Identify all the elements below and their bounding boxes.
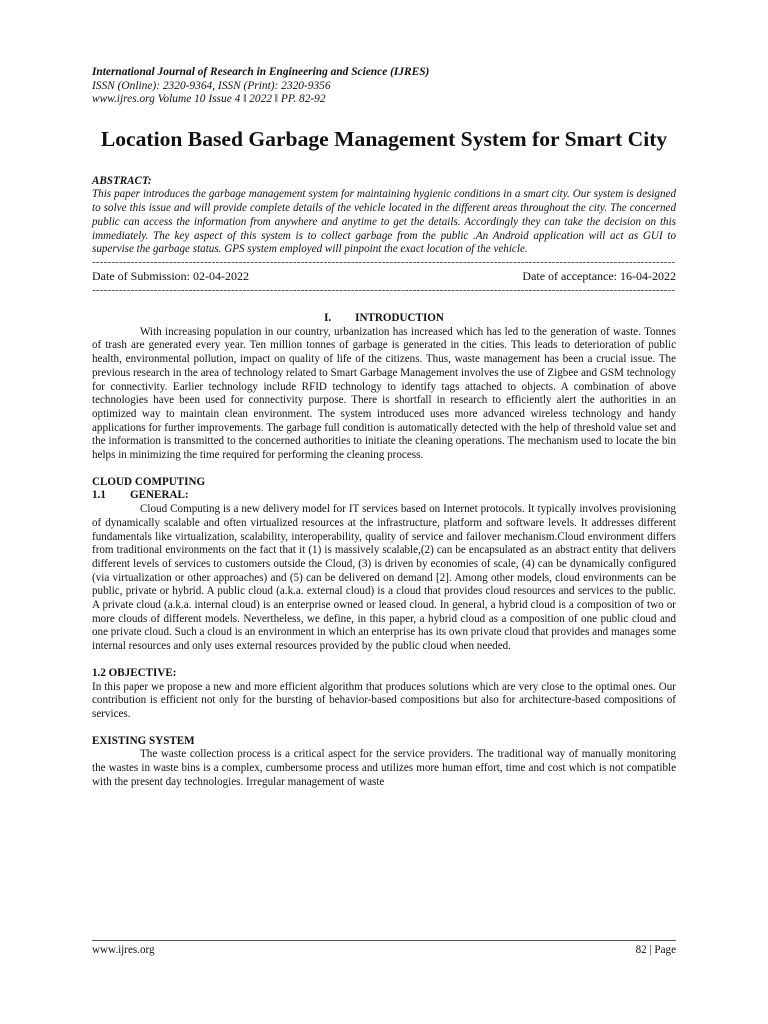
footer-site: www.ijres.org [92,944,155,956]
dates-row [92,269,676,283]
objective-paragraph: In this paper we propose a new and more efficient algorithm that produces solutions which are very close to the optimal ones. Our contribution is efficient not only for the bursting of behavior-based compositions but also for architecture-based compositions of services. [92,680,676,720]
footer-rule [92,940,676,941]
general-heading [92,489,676,503]
existing-system-paragraph: The waste collection process is a critical aspect for the service providers. The traditional way of manually monitoring the wastes in waste bins is a complex, cumbersome process and utilizes more human effort, time and cost which is not compatible with the present day technologies. Irregular management of waste [92,748,676,788]
abstract-heading: ABSTRACT: [92,174,152,187]
separator-top: ------------------------------------------------------------------------------------------------------------------------------------------------------- [92,257,676,267]
separator-bottom: ------------------------------------------------------------------------------------------------------------------------------------------------------- [92,285,676,295]
intro-heading [92,312,676,326]
page-footer [92,940,676,957]
page-content [92,66,676,790]
journal-issn: ISSN (Online): 2320-9364, ISSN (Print): 2320-9356 [92,79,331,92]
intro-paragraph: With increasing population in our country, urbanization has increased which has led to the generation of waste. Tonnes of trash are generated every year. Ten million tonnes of garbage is generated in the cities. This leads to deterioration of public health, environmental pollution, impact on quality of life of the citizens. Thus, waste management has been a crucial issue. The previous research in the area of technology related to Smart Garbage Management involves the use of Zigbee and GSM technology for connectivity. Earlier technology include RFID technology to identify tags attached to objects. A combination of above technologies have been used for connectivity purpose. There is shortfall in research to efficiently alert the authorities in an optimized way to maintain clean environment. The system introduced uses more advanced wireless technology and handy applications for further improvements. The garbage full condition is automatically detected with the help of threshold value set and the information is transmitted to the concerned authorities to initiate the cleaning operations. The mechanism used to locate the bin helps in minimizing the time required for performing the cleaning process. [92,325,676,462]
date-of-submission: Date of Submission: 02-04-2022 [92,269,249,283]
existing-system-heading: EXISTING SYSTEM [92,734,195,747]
general-number: 1.1 [92,489,106,502]
general-title: GENERAL: [130,489,189,502]
abstract-text: This paper introduces the garbage management system for maintaining hygienic conditions in a smart city. Our system is designed to solve this issue and will provide complete details of the vehicle located in the different areas throughout the city. The concerned public can access the information from anywhere and anytime to get the details. Accordingly they can take the decision on this immediately. The key aspect of this system is to collect garbage from the public .An Android application will act as GUI to supervise the garbage status. GPS system employed will pinpoint the exact location of the vehicle. [92,188,676,256]
date-of-acceptance: Date of acceptance: 16-04-2022 [522,269,676,283]
paper-title: Location Based Garbage Management System for Smart City [100,126,668,151]
objective-heading: 1.2 OBJECTIVE: [92,666,177,679]
intro-section-number: I. [324,312,332,324]
intro-section-title: INTRODUCTION [355,312,444,324]
journal-volume: www.ijres.org Volume 10 Issue 4 ǁ 2022 ǁ PP. 82-92 [92,93,326,106]
footer-page-number: 82 | Page [635,944,676,956]
journal-name: International Journal of Research in Engineering and Science (IJRES) [92,66,430,78]
footer-row [92,944,676,957]
general-paragraph: Cloud Computing is a new delivery model for IT services based on Internet protocols. It typically involves provisioning of dynamically scalable and often virtualized resources at the infrastructure, platform and software levels. It addresses different fundamentals like virtualization, scalability, interoperability, quality of service and failover mechanism.Cloud environment differs from traditional environments on the fact that it (1) is massively scalable,(2) can be encapsulated as an abstract entity that delivers different levels of services to customers outside the Cloud, (3) is driven by economies of scale, (4) can be dynamically configured (via virtualization or other approaches) and (5) can be delivered on demand [2]. Among other models, cloud environments can be public, private or hybrid. A public cloud (a.k.a. external cloud) is a cloud that provides cloud resources and services to the public. A private cloud (a.k.a. internal cloud) is an enterprise owned or leased cloud. In general, a hybrid cloud is a composition of two or more clouds of different models. Nevertheless, we define, in this paper, a hybrid cloud as a composition of one public cloud and one private cloud. Such a cloud is an environment in which an enterprise has its own private cloud that provides and manages some internal resources and only uses external resources provided by the public cloud when needed. [92,503,676,653]
cloud-heading: CLOUD COMPUTING [92,475,206,488]
